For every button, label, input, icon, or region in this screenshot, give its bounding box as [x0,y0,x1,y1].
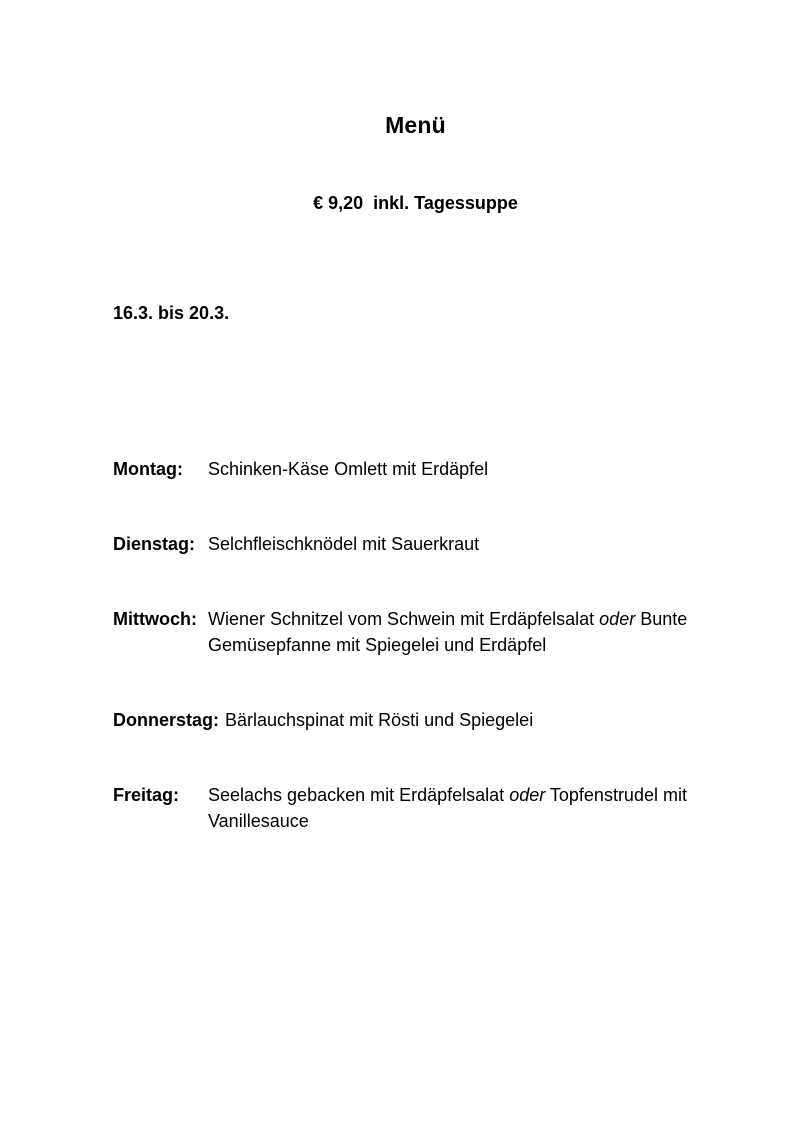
menu-day-row-mittwoch [113,606,718,658]
meal-text: Selchfleischknödel mit Sauerkraut [208,534,480,554]
meal-text: Wiener Schnitzel vom Schwein mit Erdäpfelsalat [208,609,600,629]
menu-day-row-freitag [113,782,718,834]
day-label: Freitag: [113,785,180,805]
day-meal [208,782,718,834]
day-label: Montag: [113,459,183,479]
meal-text: Schinken-Käse Omlett mit Erdäpfel [208,459,489,479]
weekly-menu-list [113,456,718,834]
meal-text-italic: oder [599,609,636,629]
date-range: 16.3. bis 20.3. [113,303,230,323]
day-label: Mittwoch: [113,609,197,629]
day-label: Dienstag: [113,534,196,554]
menu-day-row-montag [113,456,718,482]
page-title: Menü [385,112,446,138]
day-meal [208,456,718,482]
meal-text: Bärlauchspinat mit Rösti und Spiegelei [225,710,534,730]
meal-text: Seelachs gebacken mit Erdäpfelsalat [208,785,510,805]
meal-text: Bunte Gemüsepfanne mit Spiegelei und Erdäpfel [208,609,688,655]
page-content [0,112,794,834]
day-meal [208,606,718,658]
meal-text: Topfenstrudel mit Vanillesauce [208,785,687,831]
menu-day-row-donnerstag [113,707,718,733]
price-line: € 9,20 inkl. Tagessuppe [313,193,518,213]
menu-day-row-dienstag [113,531,718,557]
day-meal [225,707,718,733]
day-meal [208,531,718,557]
day-label: Donnerstag: [113,710,220,730]
meal-text-italic: oder [509,785,546,805]
